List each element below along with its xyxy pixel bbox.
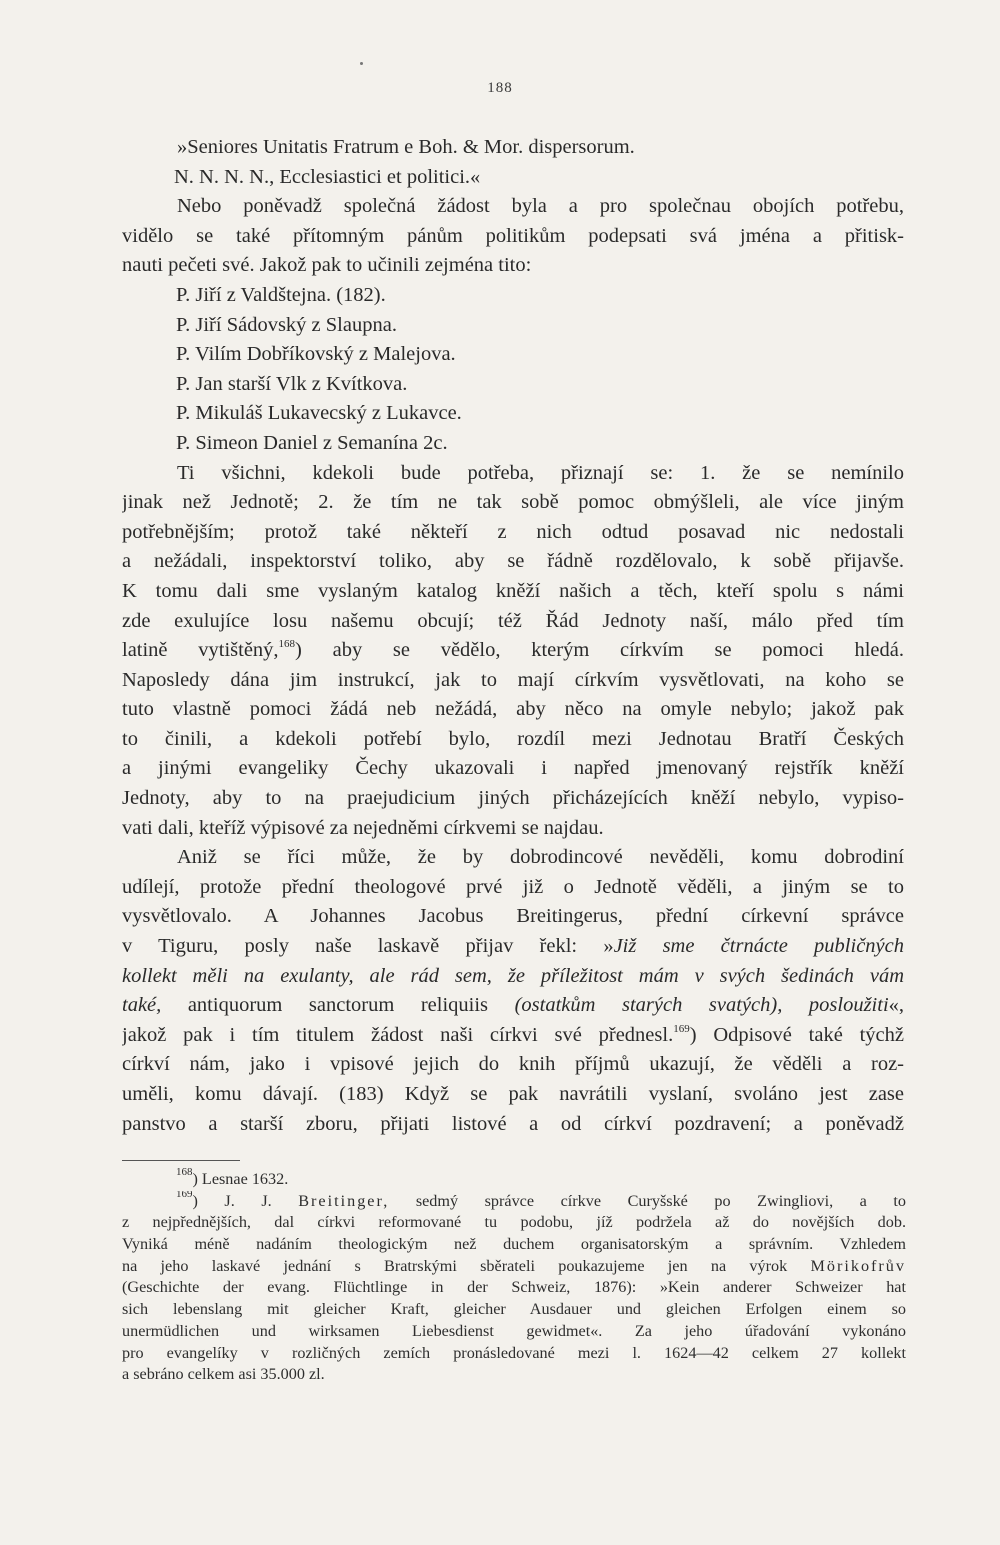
footnote-line: z nejpřednějších, dal církvi reformované tu podobu, jíž podržela až do novějších dob. bbox=[122, 1213, 906, 1232]
footnote-line: na jeho laskavé jednání s Bratrskými sběrateli poukazujeme jen na výrok Mörikofrův bbox=[122, 1256, 906, 1275]
spaced-name: Breitinger, bbox=[298, 1191, 390, 1210]
paragraph-line: nauti pečeti své. Jakož pak to učinili zejména tito: bbox=[122, 254, 532, 277]
signatory-list-item: P. Jiří z Valdštejna. (182). bbox=[176, 283, 386, 306]
paragraph-line: panstvo a starší zboru, přijati listové a od církví pozdravení; a poněvadž bbox=[122, 1112, 904, 1135]
paragraph-line: tuto vlastně pomoci žádá neb nežádá, aby něco na omyle nebylo; jakož pak bbox=[122, 698, 904, 721]
footnote-line: Vyniká méně nadáním theologickým než duchem organisatorským a správním. Vzhledem bbox=[122, 1235, 906, 1254]
footnote-line: sich lebenslang mit gleicher Kraft, gleicher Ausdauer und gleichen Erfolgen einem so bbox=[122, 1300, 906, 1319]
paragraph-line: Ti všichni, kdekoli bude potřeba, přiznají se: 1. že se nemínilo bbox=[177, 461, 904, 484]
footnote-ref-169: 169 bbox=[673, 1022, 690, 1035]
paragraph-line: zde exulujíce losu našemu obcují; též Řád Jednoty naší, málo před tím bbox=[122, 609, 904, 632]
paragraph-line: jakož pak i tím titulem žádost naši církvi své přednesl.$^{169}$) Odpisové také týchž bbox=[122, 1022, 904, 1046]
main-text bbox=[122, 133, 904, 1139]
footnote-line: (Geschichte der evang. Flüchtlinge in der Schweiz, 1876): »Kein anderer Schweizer hat bbox=[122, 1278, 906, 1297]
paragraph-line: církví nám, jako i vpisové jejich do knih příjmů ukazují, že věděli a roz- bbox=[122, 1053, 904, 1076]
paragraph-line: Jednoty, aby to na praejudicium jiných přicházejících kněží nebylo, vypiso- bbox=[122, 787, 904, 810]
footnote-line: a sebráno celkem asi 35.000 zl. bbox=[122, 1365, 325, 1384]
footnote-mark: 168 bbox=[176, 1166, 193, 1178]
paragraph-line: Nebo poněvadž společná žádost byla a pro společnau obojích potřebu, bbox=[177, 195, 904, 218]
paragraph-line: latině vytištěný,$^{168}$) aby se vědělo, kterým církvím se pomoci hledá. bbox=[122, 638, 904, 662]
paragraph-line: vati dali, kteříž výpisové za nejedněmi církvemi se najdau. bbox=[122, 816, 604, 839]
paragraph-line: vidělo se také přítomným pánům politikům podepsati svá jména a přitisk- bbox=[122, 224, 904, 247]
paragraph-line: to činili, a kdekoli potřebí bylo, rozdíl mezi Jednotau Bratří Českých bbox=[122, 727, 904, 750]
paragraph-line: Naposledy dána jim instrukcí, jak to mají církvím vysvětlovati, na koho se bbox=[122, 668, 904, 691]
signatory-list-item: P. Mikuláš Lukavecský z Lukavce. bbox=[176, 402, 462, 425]
footnote-line: unermüdlichen und wirksamen Liebesdienst gewidmet«. Za jeho úřadování vykonáno bbox=[122, 1321, 906, 1340]
paragraph-line: vysvětlovalo. A Johannes Jacobus Breitingerus, přední církevní správce bbox=[122, 905, 904, 928]
footnote-mark: 169 bbox=[176, 1190, 193, 1200]
paragraph-line: K tomu dali sme vyslaným katalog kněží našich a těch, kteří spolu s námi bbox=[122, 579, 904, 602]
paragraph-line: v Tiguru, posly naše laskavě přijav řekl: »Již sme čtrnácte publičných bbox=[122, 935, 904, 958]
paragraph-line: udílejí, protože přední theologové prvé již o Jednotě věděli, a jiným se to bbox=[122, 875, 904, 898]
paragraph-line: a jinými evangeliky Čechy ukazovali i napřed jmenovaný rejstřík kněží bbox=[122, 757, 904, 780]
footnote-divider bbox=[122, 1160, 240, 1161]
italic-quote: (ostatkům starých svatých), posloužiti bbox=[514, 994, 889, 1017]
paragraph-line: také, antiquorum sanctorum reliquiis (ostatkům starých svatých), posloužiti«, bbox=[122, 994, 904, 1017]
page-number: 188 bbox=[487, 80, 513, 96]
footnote-169: $^{169}$) J. J. Breitinger, sedmý správce církve Curyšské po Zwingliovi, a to bbox=[122, 1191, 906, 1213]
footnotes bbox=[122, 1166, 906, 1386]
footnote-168: $^{168}$) Lesnae 1632. bbox=[176, 1166, 289, 1188]
speck-mark bbox=[360, 62, 363, 65]
footnote-line: pro evangelíky v rozličných zemích pronásledované mezi l. 1624—42 celkem 27 kollekt bbox=[122, 1343, 906, 1362]
spaced-name: Mörikofrův bbox=[810, 1256, 906, 1275]
signatory-list-item: P. Vilím Dobříkovský z Malejova. bbox=[176, 343, 456, 366]
signatory-list-item: P. Jiří Sádovský z Slaupna. bbox=[176, 313, 397, 336]
signatory-list-item: P. Jan starší Vlk z Kvítkova. bbox=[176, 372, 408, 395]
paragraph-line: potřebnějším; protož také někteří z nich odtud posavad nic nedostali bbox=[122, 520, 904, 543]
italic-quote: Již sme čtrnácte publičných bbox=[613, 935, 904, 958]
footnote-ref-168: 168 bbox=[278, 638, 296, 651]
paragraph-line: a nežádali, inspektorství toliko, aby se řádně rozdělovalo, k sobě přijavše. bbox=[122, 550, 904, 573]
paragraph-line: jinak než Jednotě; 2. že tím ne tak sobě pomoc obmýšleli, ale více jiným bbox=[122, 491, 904, 514]
italic-quote-line: kollekt měli na exulanty, ale rád sem, že příležitost mám v svých šedinách vám bbox=[122, 964, 904, 987]
paragraph-line: uměli, komu dávají. (183) Když se pak navrátili vyslaní, svoláno jest zase bbox=[122, 1083, 904, 1105]
paragraph-line: Aniž se říci může, že by dobrodincové nevěděli, komu dobrodiní bbox=[177, 846, 904, 869]
text-line: N. N. N. N., Ecclesiastici et politici.« bbox=[174, 165, 481, 188]
signatory-list-item: P. Simeon Daniel z Semanína 2c. bbox=[176, 431, 448, 454]
text-line: »Seniores Unitatis Fratrum e Boh. & Mor. dispersorum. bbox=[177, 136, 635, 158]
